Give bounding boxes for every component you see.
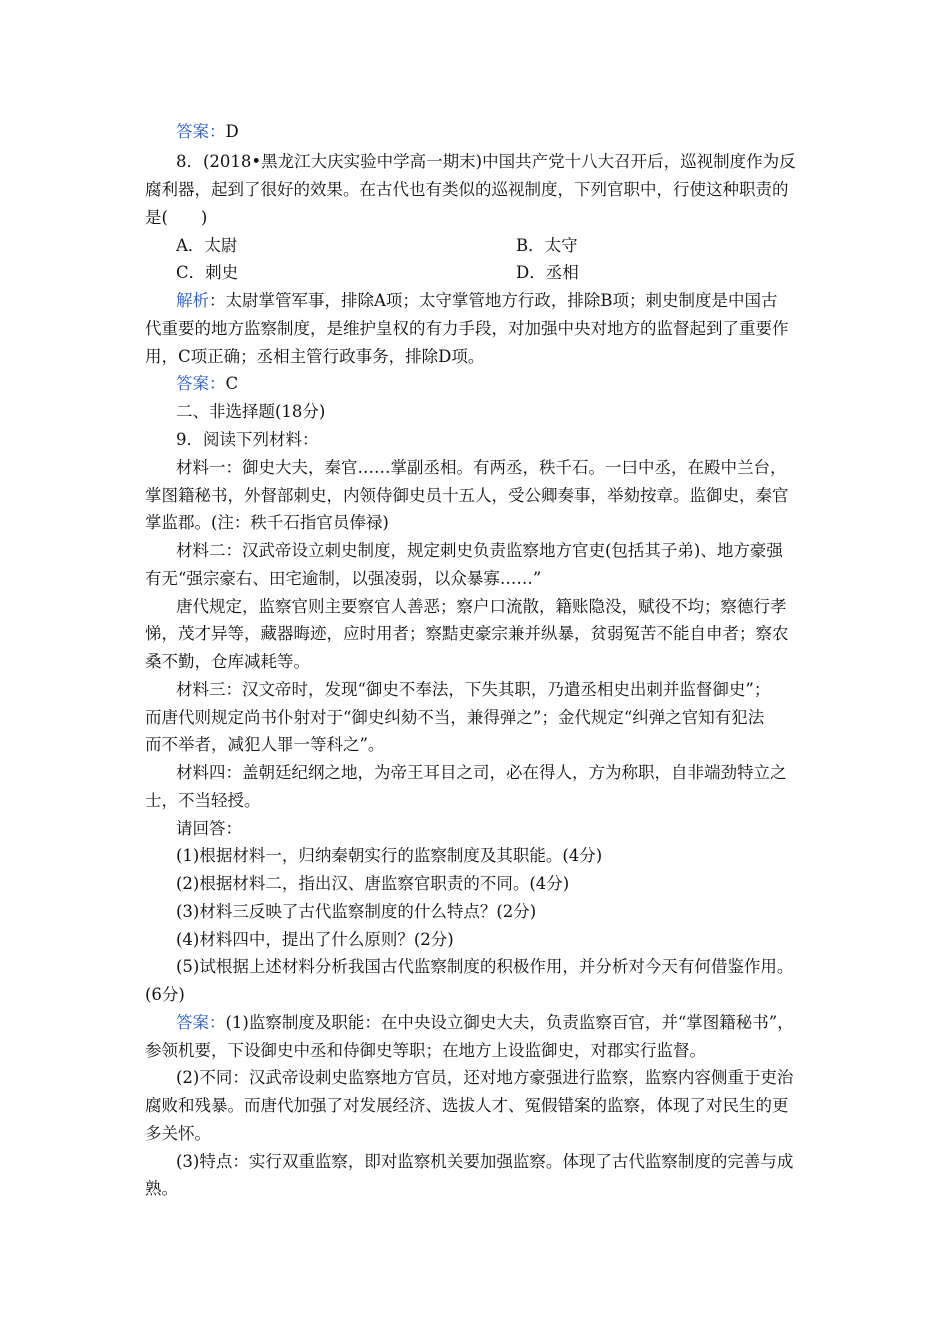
q8-stem-line: 8．(2018•黑龙江大庆实验中学高一期末)中国共产党十八大召开后，巡视制度作为反 — [176, 152, 796, 171]
q8-answer — [176, 374, 238, 394]
q9-intro: 9．阅读下列材料： — [176, 430, 319, 449]
q9-subquestion: (3)材料三反映了古代监察制度的什么特点？(2分) — [176, 902, 537, 921]
material-2-line: 桑不勤，仓库减耗等。 — [145, 652, 310, 671]
material-3-line: 而不举者，减犯人罪一等科之”。 — [145, 735, 385, 754]
material-2-line: 有无“强宗豪右、田宅逾制，以强凌弱，以众暴寡……” — [145, 569, 542, 588]
answer-label: 答案： — [176, 374, 226, 393]
q8-option-c: C．刺史 — [176, 263, 239, 282]
answer-text: (1)监察制度及职能：在中央设立御史大夫，负责监察百官，并“掌图籍秘书”， — [225, 1013, 794, 1032]
q8-option-a: A．太尉 — [176, 236, 238, 255]
q7-answer — [176, 122, 239, 142]
q8-analysis-line — [176, 291, 778, 311]
section-title: 二、非选择题(18分) — [176, 402, 326, 421]
q9-answer-line: 多关怀。 — [145, 1124, 211, 1143]
q9-answer-line: 参领机要，下设御史中丞和侍御史等职；在地方上设监御史，对郡实行监督。 — [145, 1041, 706, 1060]
answer-value: C — [225, 374, 239, 393]
q9-answer-line — [176, 1013, 794, 1033]
q9-subquestion: (1)根据材料一，归纳秦朝实行的监察制度及其职能。(4分) — [176, 846, 603, 865]
q9-subquestion: (4)材料四中，提出了什么原则？(2分) — [176, 930, 454, 949]
material-3-line: 而唐代则规定尚书仆射对于“御史纠劾不当，兼得弹之”；金代规定“纠弹之官知有犯法 — [145, 708, 765, 727]
q8-analysis-line: 用，C项正确；丞相主管行政事务，排除D项。 — [145, 347, 485, 366]
material-3-line: 材料三：汉文帝时，发现“御史不奉法，下失其职，乃遣丞相史出刺并监督御史”； — [176, 680, 771, 699]
material-2-line: 唐代规定，监察官则主要察官人善恶；察户口流散，籍账隐没，赋役不均；察德行孝 — [176, 597, 787, 616]
material-2-line: 材料二：汉武帝设立刺史制度，规定刺史负责监察地方官吏(包括其子弟)、地方豪强 — [176, 541, 783, 560]
q8-option-d: D．丞相 — [516, 263, 579, 282]
q9-subquestion: (6分) — [145, 985, 185, 1004]
q9-ask: 请回答： — [176, 819, 242, 838]
material-1-line: 材料一：御史大夫，秦官……掌副丞相。有两丞，秩千石。一曰中丞，在殿中兰台， — [176, 458, 787, 477]
q9-subquestion: (5)试根据上述材料分析我国古代监察制度的积极作用，并分析对今天有何借鉴作用。 — [176, 957, 794, 976]
material-4-line: 士，不当轻授。 — [145, 791, 261, 810]
q8-option-b: B．太守 — [516, 236, 578, 255]
material-1-line: 掌监郡。(注：秩千石指官员俸禄) — [145, 513, 389, 532]
material-4-line: 材料四：盖朝廷纪纲之地，为帝王耳目之司，必在得人，方为称职，自非端劲特立之 — [176, 763, 787, 782]
answer-label: 答案： — [176, 122, 226, 141]
q9-answer-line: (3)特点：实行双重监察，即对监察机关要加强监察。体现了古代监察制度的完善与成 — [176, 1152, 794, 1171]
analysis-label: 解析 — [176, 291, 209, 310]
q8-analysis-line: 代重要的地方监察制度，是维护皇权的有力手段，对加强中央对地方的监督起到了重要作 — [145, 319, 789, 338]
material-2-line: 悌，茂才异等，藏器晦迹，应时用者；察黠吏豪宗兼并纵暴，贫弱冤苦不能自申者；察农 — [145, 624, 789, 643]
q9-answer-line: (2)不同：汉武帝设刺史监察地方官员，还对地方豪强进行监察，监察内容侧重于吏治 — [176, 1068, 794, 1087]
q8-stem-line: 腐利器，起到了很好的效果。在古代也有类似的巡视制度，下列官职中，行使这种职责的 — [145, 180, 789, 199]
answer-value: D — [225, 122, 239, 141]
answer-label: 答案： — [176, 1013, 226, 1032]
q9-answer-line: 腐败和残暴。而唐代加强了对发展经济、选拔人才、冤假错案的监察，体现了对民生的更 — [145, 1096, 789, 1115]
material-1-line: 掌图籍秘书，外督部刺史，内领侍御史员十五人，受公卿奏事，举劾按章。监御史，秦官 — [145, 486, 789, 505]
q8-stem-line: 是( ) — [145, 208, 208, 227]
q9-subquestion: (2)根据材料二，指出汉、唐监察官职责的不同。(4分) — [176, 874, 570, 893]
analysis-text: ：太尉掌管军事，排除A项；太守掌管地方行政，排除B项；刺史制度是中国古 — [209, 291, 778, 310]
q9-answer-line: 熟。 — [145, 1179, 178, 1198]
